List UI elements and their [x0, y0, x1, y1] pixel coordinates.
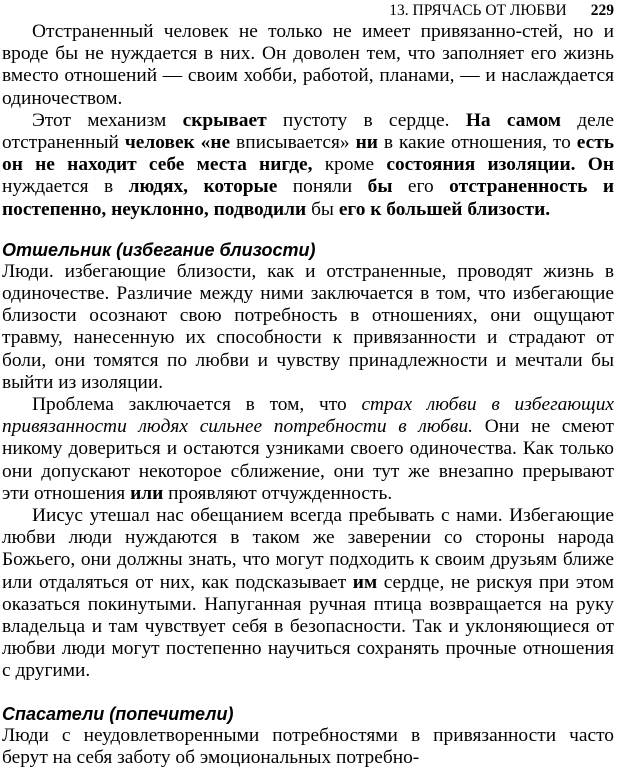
- bold-text: ни: [355, 132, 378, 154]
- text-run: его: [392, 176, 450, 198]
- text-run: нуждается в: [2, 176, 129, 198]
- text-run: проявляют отчужденность.: [163, 482, 393, 504]
- book-page: [0, 1, 620, 768]
- text-run: Отстраненный человек не только не имеет привязанно-стей, но и вроде бы не нуждается в них. Он доволен тем, что заполняет его жизнь вместо отношений — своим хобби, работой, планами, — и наслаждается одиночеством.: [2, 21, 614, 109]
- spacer: [2, 221, 614, 239]
- paragraph: [2, 110, 614, 221]
- text-run: Проблема заключается в том, что: [32, 394, 362, 416]
- bold-text: его к большей близости.: [338, 198, 551, 220]
- text-run: пустоту в сердце.: [266, 109, 466, 131]
- text-run: сердце, не рискуя при этом оказаться покинутыми. Напуганная ручная птица возвращается на руку владельца и там чувствует себя в безопасности. Так и уклоняющиеся от любви люди могут постепенно научиться сохранять прочные отношения с другими.: [2, 571, 614, 682]
- bold-text: бы: [367, 176, 393, 198]
- text-run: Люди. избегающие близости, как и отстраненные, проводят жизнь в одиночестве. Различие между ними заключается в том, что избегающие близости осознают свою потребность в отношениях, они ощущают травму, нанесенную их способности к привязанности и страдают от боли, они томятся по любви и чувству принадлежности и мечтали бы выйти из изоляции.: [2, 260, 614, 393]
- text-run: вписывается»: [230, 132, 356, 154]
- italic-text: страх любви в избегающих привязанности людях сильнее потребности в любви.: [2, 394, 614, 438]
- bold-text: им: [352, 571, 378, 593]
- paragraph: [2, 21, 614, 110]
- section-heading: Отшельник (избегание близости): [2, 239, 316, 260]
- chapter-title: 13. ПРЯЧАСЬ ОТ ЛЮБВИ: [389, 2, 567, 19]
- bold-text: человек «не: [124, 132, 231, 154]
- text-run: Иисус утешал нас обещанием всегда пребывать с нами. Избегающие любви люди нуждаются в таком же заверении со стороны народа Божьего, они должны знать, что могут подходить к своим друзьям ближе или отдаляться от них, как подсказывает: [2, 505, 614, 593]
- bold-text: На самом: [465, 109, 561, 131]
- text-run: в какие отношения, то: [377, 132, 577, 154]
- spacer: [2, 683, 614, 703]
- paragraph: [2, 505, 614, 683]
- text-run: Они не смеют никому довериться и остаются узниками своего одиночества. Как только они допускают некоторое сближение, они тут же внезапно прерывают эти отношения: [2, 416, 614, 504]
- bold-text: есть он не находит себе места нигде,: [2, 132, 614, 176]
- bold-text: или: [130, 482, 164, 504]
- text-run: Этот механизм: [32, 109, 183, 131]
- bold-text: скрывает: [182, 109, 267, 131]
- bold-text: состояния изоляции. Он: [386, 154, 614, 176]
- text-run: бы: [306, 198, 339, 220]
- bold-text: людях, которые: [128, 176, 278, 198]
- bold-text: отстраненность и постепенно, неуклонно, подводили: [2, 176, 614, 220]
- text-run: Люди с неудовлетворенными потребностями в привязанности часто берут на себя заботу об эмоциональных потребно-: [2, 724, 614, 768]
- page-number: 229: [590, 2, 614, 19]
- paragraph: [2, 725, 614, 769]
- text-run: деле отстраненный: [2, 109, 614, 154]
- paragraph: [2, 394, 614, 505]
- text-run: кроме: [312, 154, 387, 176]
- section-heading: Спасатели (попечители): [2, 703, 234, 724]
- paragraph: [2, 261, 614, 394]
- text-run: поняли: [277, 176, 368, 198]
- running-header: [2, 1, 614, 21]
